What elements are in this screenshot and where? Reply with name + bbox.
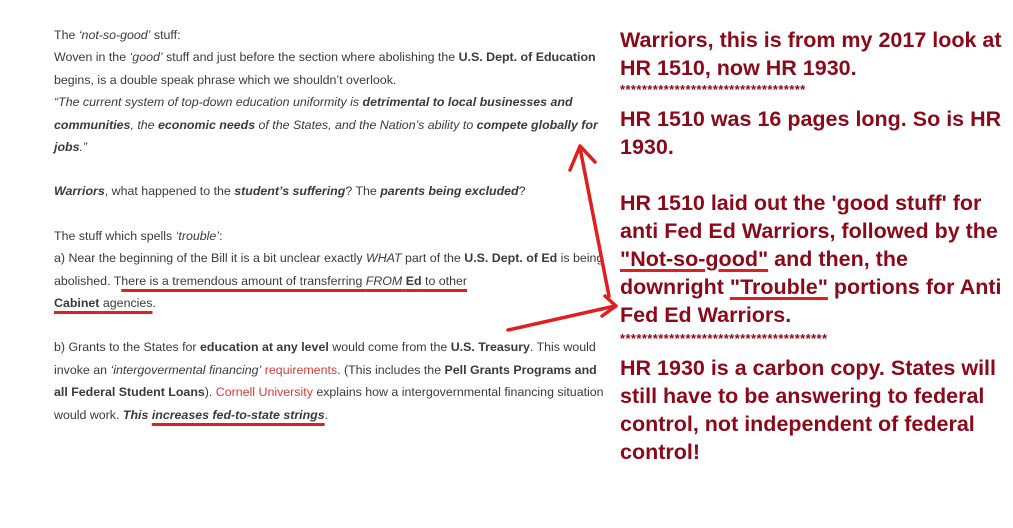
text: here is a tremendous amount of transferring — [121, 273, 366, 288]
annotation-intro: Warriors, this is from my 2017 look at HR 1510, now HR 1930. — [620, 28, 1002, 80]
text-bold: compete globally for jobs — [54, 117, 598, 155]
text: ? The — [345, 184, 381, 199]
text-bold: U.S. Dept. of Education — [458, 50, 596, 65]
text-bold: economic needs — [158, 117, 256, 132]
text-bold-italic: Warriors — [54, 184, 105, 199]
text: agencies — [102, 296, 153, 311]
text-bold: detrimental to local businesses and communities — [54, 95, 573, 132]
text: explains how a intergovernmental financing situation would work. — [54, 385, 604, 422]
text-italic: ‘intergovermental financing’ — [110, 362, 262, 377]
annotation-divider: ************************************** — [620, 331, 828, 346]
text: HR 1510 laid out the 'good stuff' for anti Fed Ed Warriors, followed by the — [620, 191, 998, 243]
text: “The current system of top-down education uniformity is — [54, 95, 363, 110]
text: .” — [79, 140, 88, 155]
requirements-link[interactable]: requirements — [264, 362, 338, 377]
text: begins, is a double speak phrase which we shouldn’t overlook. — [54, 72, 397, 87]
text-italic: ‘trouble’ — [175, 228, 220, 243]
text-bold-italic: This — [122, 407, 149, 422]
text: ? — [518, 184, 526, 199]
text: ). — [204, 385, 216, 400]
text-italic: ‘good’ — [129, 50, 163, 65]
text: b) Grants to the States for — [54, 340, 201, 355]
text: a) Near the beginning of the Bill it is a bit unclear exactly — [54, 251, 366, 266]
text: Woven in the — [54, 50, 130, 65]
text: stuff and just before the section where abolishing the — [162, 50, 459, 65]
text: , what happened to the — [104, 184, 235, 199]
text-bold-italic: parents being excluded — [380, 184, 519, 199]
arrow-to-quote — [580, 148, 609, 296]
text-bold: Cabinet — [54, 296, 100, 311]
heading-text: stuff: — [150, 28, 181, 42]
text: The stuff which spells — [54, 228, 176, 243]
text-bold: U.S. Dept. of Ed — [464, 251, 558, 266]
text-bold-italic: student’s suffering — [234, 184, 346, 199]
text: . (This includes the — [337, 362, 445, 377]
arrow-to-point-b — [508, 306, 615, 330]
text-bold: U.S. Treasury — [450, 340, 530, 355]
text: of the States, and the Nation’s ability to — [255, 117, 477, 132]
heading-text: The — [54, 28, 79, 42]
annotation-conclusion: HR 1930 is a carbon copy. States will still have to be answering to federal control, not independent of federal control! — [620, 356, 996, 464]
spacer — [620, 161, 1010, 189]
text-italic: FROM — [365, 273, 403, 288]
not-so-good-label: "Not-so-good" — [620, 247, 769, 271]
text: part of the — [401, 251, 465, 266]
text-italic: WHAT — [366, 251, 402, 266]
text: . This would invoke an — [54, 340, 596, 377]
text: and then, the downright — [620, 247, 908, 299]
annotation-page-count: HR 1510 was 16 pages long. So is HR 1930. — [620, 107, 1002, 159]
text: portions for Anti Fed Ed Warriors. — [620, 275, 1002, 327]
annotation-divider: ********************************** — [620, 82, 806, 97]
text: to other — [421, 273, 468, 288]
text-bold: Ed — [405, 273, 422, 288]
heading-italic: ‘not-so-good’ — [78, 28, 151, 42]
text-bold: Pell Grants Programs and all Federal Student Loans — [54, 362, 597, 400]
text: is being abolished. T — [54, 251, 604, 288]
trouble-label: "Trouble" — [729, 275, 828, 299]
text: : — [219, 228, 223, 243]
annotation-summary — [620, 189, 1010, 329]
text-bold: education at any level — [200, 340, 329, 355]
text: , the — [130, 117, 158, 132]
text: would come from the — [328, 340, 451, 355]
cornell-university-link[interactable]: Cornell University — [215, 385, 313, 400]
annotation-panel — [620, 26, 1010, 466]
text: . — [324, 407, 329, 422]
text: . — [152, 296, 156, 311]
underlined-strings: increases fed-to-state strings — [151, 407, 325, 422]
